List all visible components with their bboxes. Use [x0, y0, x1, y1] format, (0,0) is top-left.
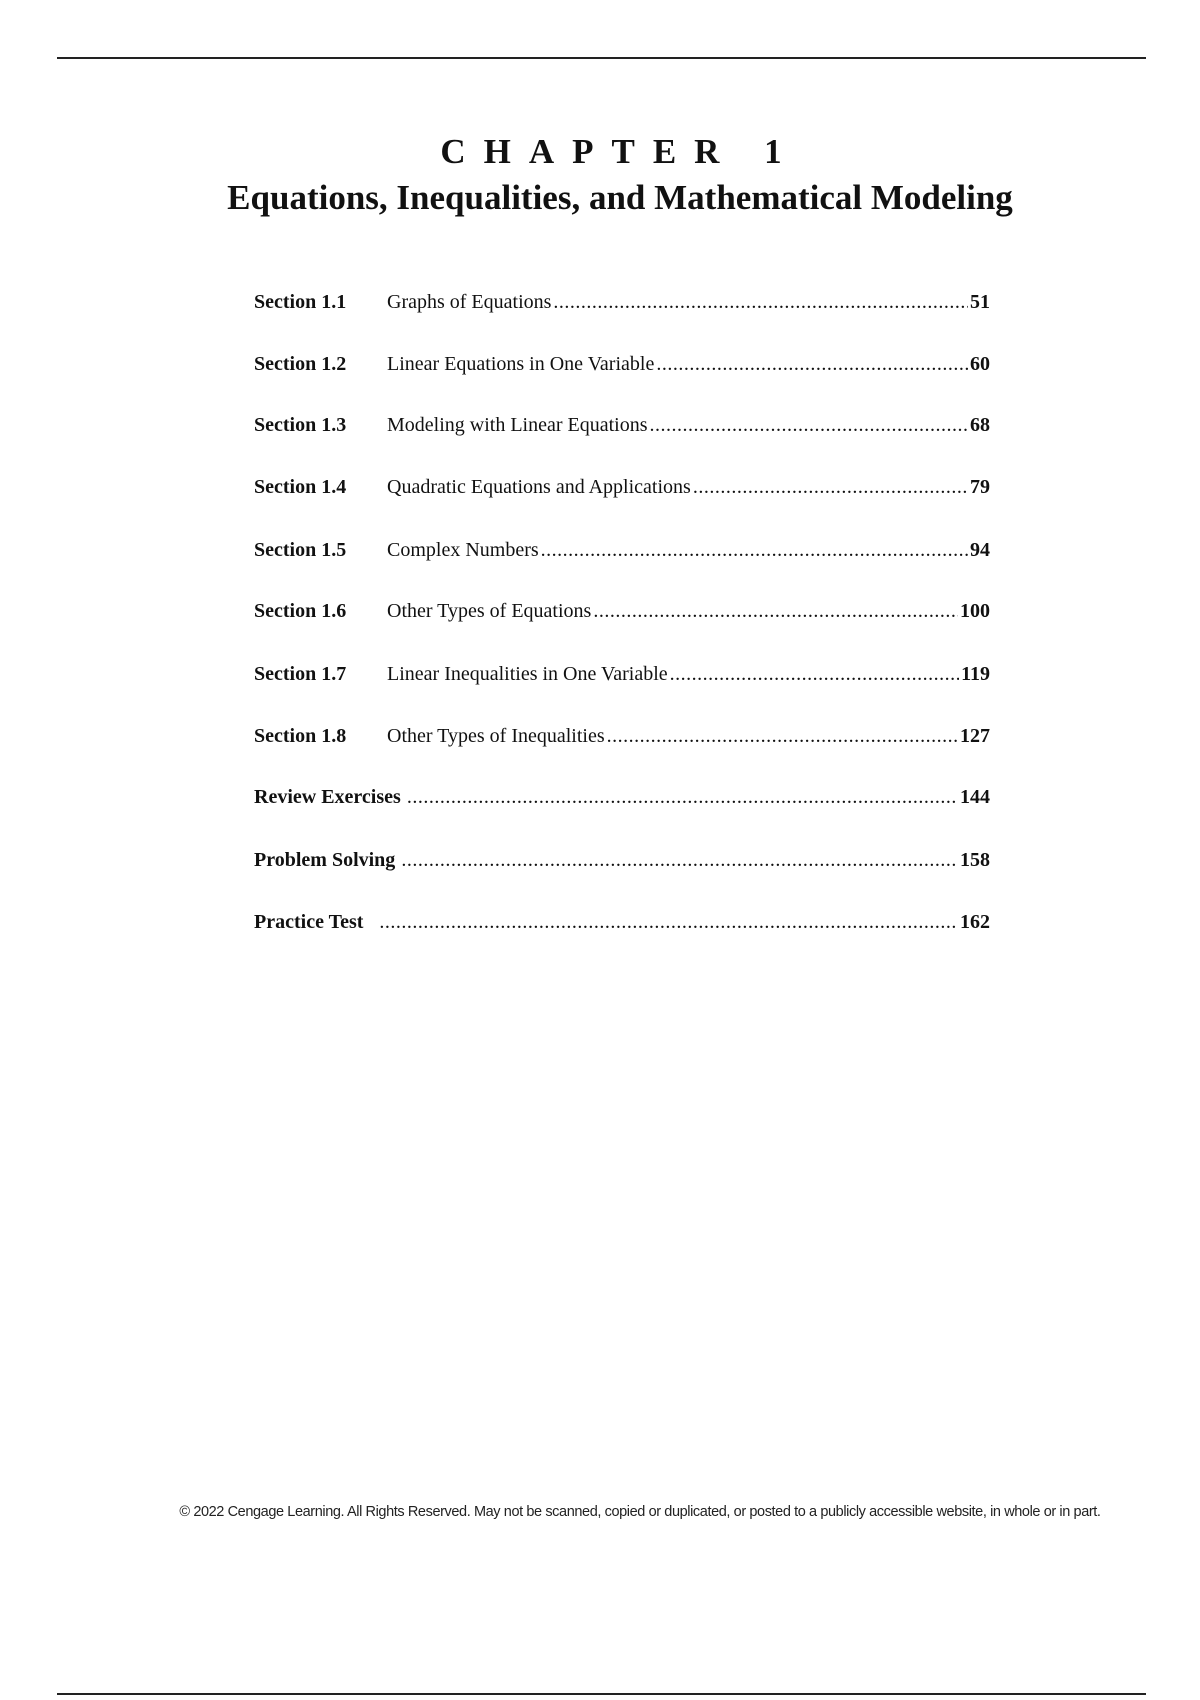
toc-row-section-1-7[interactable]	[254, 663, 990, 693]
toc-page-number: 94	[970, 539, 990, 561]
top-rule	[57, 57, 1146, 59]
dot-leader	[553, 291, 968, 314]
toc-section-label: Practice Test	[254, 911, 364, 933]
toc-section-label: Section 1.8	[254, 725, 347, 747]
toc-row-section-1-8[interactable]	[254, 725, 990, 755]
toc-section-label: Section 1.1	[254, 291, 347, 313]
toc-section-title: Modeling with Linear Equations	[387, 414, 648, 436]
chapter-title: Equations, Inequalities, and Mathematical Modeling	[227, 178, 1013, 217]
toc-section-label: Section 1.6	[254, 600, 347, 622]
toc-section-label: Section 1.5	[254, 539, 347, 561]
dot-leader	[541, 539, 968, 562]
toc-section-title: Quadratic Equations and Applications	[387, 476, 691, 498]
toc-section-label: Review Exercises	[254, 786, 401, 808]
toc-row-section-1-2[interactable]	[254, 353, 990, 383]
dot-leader	[607, 725, 958, 748]
toc-page-number: 162	[960, 911, 990, 933]
toc-section-title: Other Types of Inequalities	[387, 725, 605, 747]
toc-row-section-1-1[interactable]	[254, 291, 990, 321]
toc-section-label: Section 1.7	[254, 663, 347, 685]
toc-row-problem-solving[interactable]	[254, 849, 990, 879]
toc-page-number: 51	[970, 291, 990, 313]
toc-section-label: Section 1.2	[254, 353, 347, 375]
toc-section-title: Complex Numbers	[387, 539, 539, 561]
chapter-label: CHAPTER 1	[440, 132, 800, 171]
toc-page-number: 79	[970, 476, 990, 498]
dot-leader	[407, 786, 958, 809]
toc-page-number: 60	[970, 353, 990, 375]
toc-row-section-1-6[interactable]	[254, 600, 990, 630]
toc-section-title: Linear Inequalities in One Variable	[387, 663, 668, 685]
dot-leader	[379, 911, 958, 934]
toc-page-number: 100	[960, 600, 990, 622]
copyright-notice: © 2022 Cengage Learning. All Rights Reserved. May not be scanned, copied or duplicated, or posted to a publicly accessible website, in whole or in part.	[179, 1504, 1101, 1520]
dot-leader	[650, 414, 968, 437]
toc-page-number: 144	[960, 786, 990, 808]
bottom-rule	[57, 1693, 1146, 1695]
toc-page-number: 127	[960, 725, 990, 747]
dot-leader	[656, 353, 968, 376]
toc-section-title: Graphs of Equations	[387, 291, 552, 313]
toc-row-section-1-3[interactable]	[254, 414, 990, 444]
toc-section-label: Section 1.4	[254, 476, 347, 498]
dot-leader	[593, 600, 958, 623]
toc-page-number: 68	[970, 414, 990, 436]
dot-leader	[670, 663, 959, 686]
dot-leader	[401, 849, 958, 872]
dot-leader	[693, 476, 968, 499]
toc-page-number: 119	[961, 663, 990, 685]
toc-page-number: 158	[960, 849, 990, 871]
toc-row-section-1-5[interactable]	[254, 539, 990, 569]
toc-row-section-1-4[interactable]	[254, 476, 990, 506]
toc-section-label: Problem Solving	[254, 849, 396, 871]
toc-section-title: Linear Equations in One Variable	[387, 353, 655, 375]
toc-section-title: Other Types of Equations	[387, 600, 592, 622]
toc-row-review-exercises[interactable]	[254, 786, 990, 816]
toc-row-practice-test[interactable]	[254, 911, 990, 941]
toc-section-label: Section 1.3	[254, 414, 347, 436]
